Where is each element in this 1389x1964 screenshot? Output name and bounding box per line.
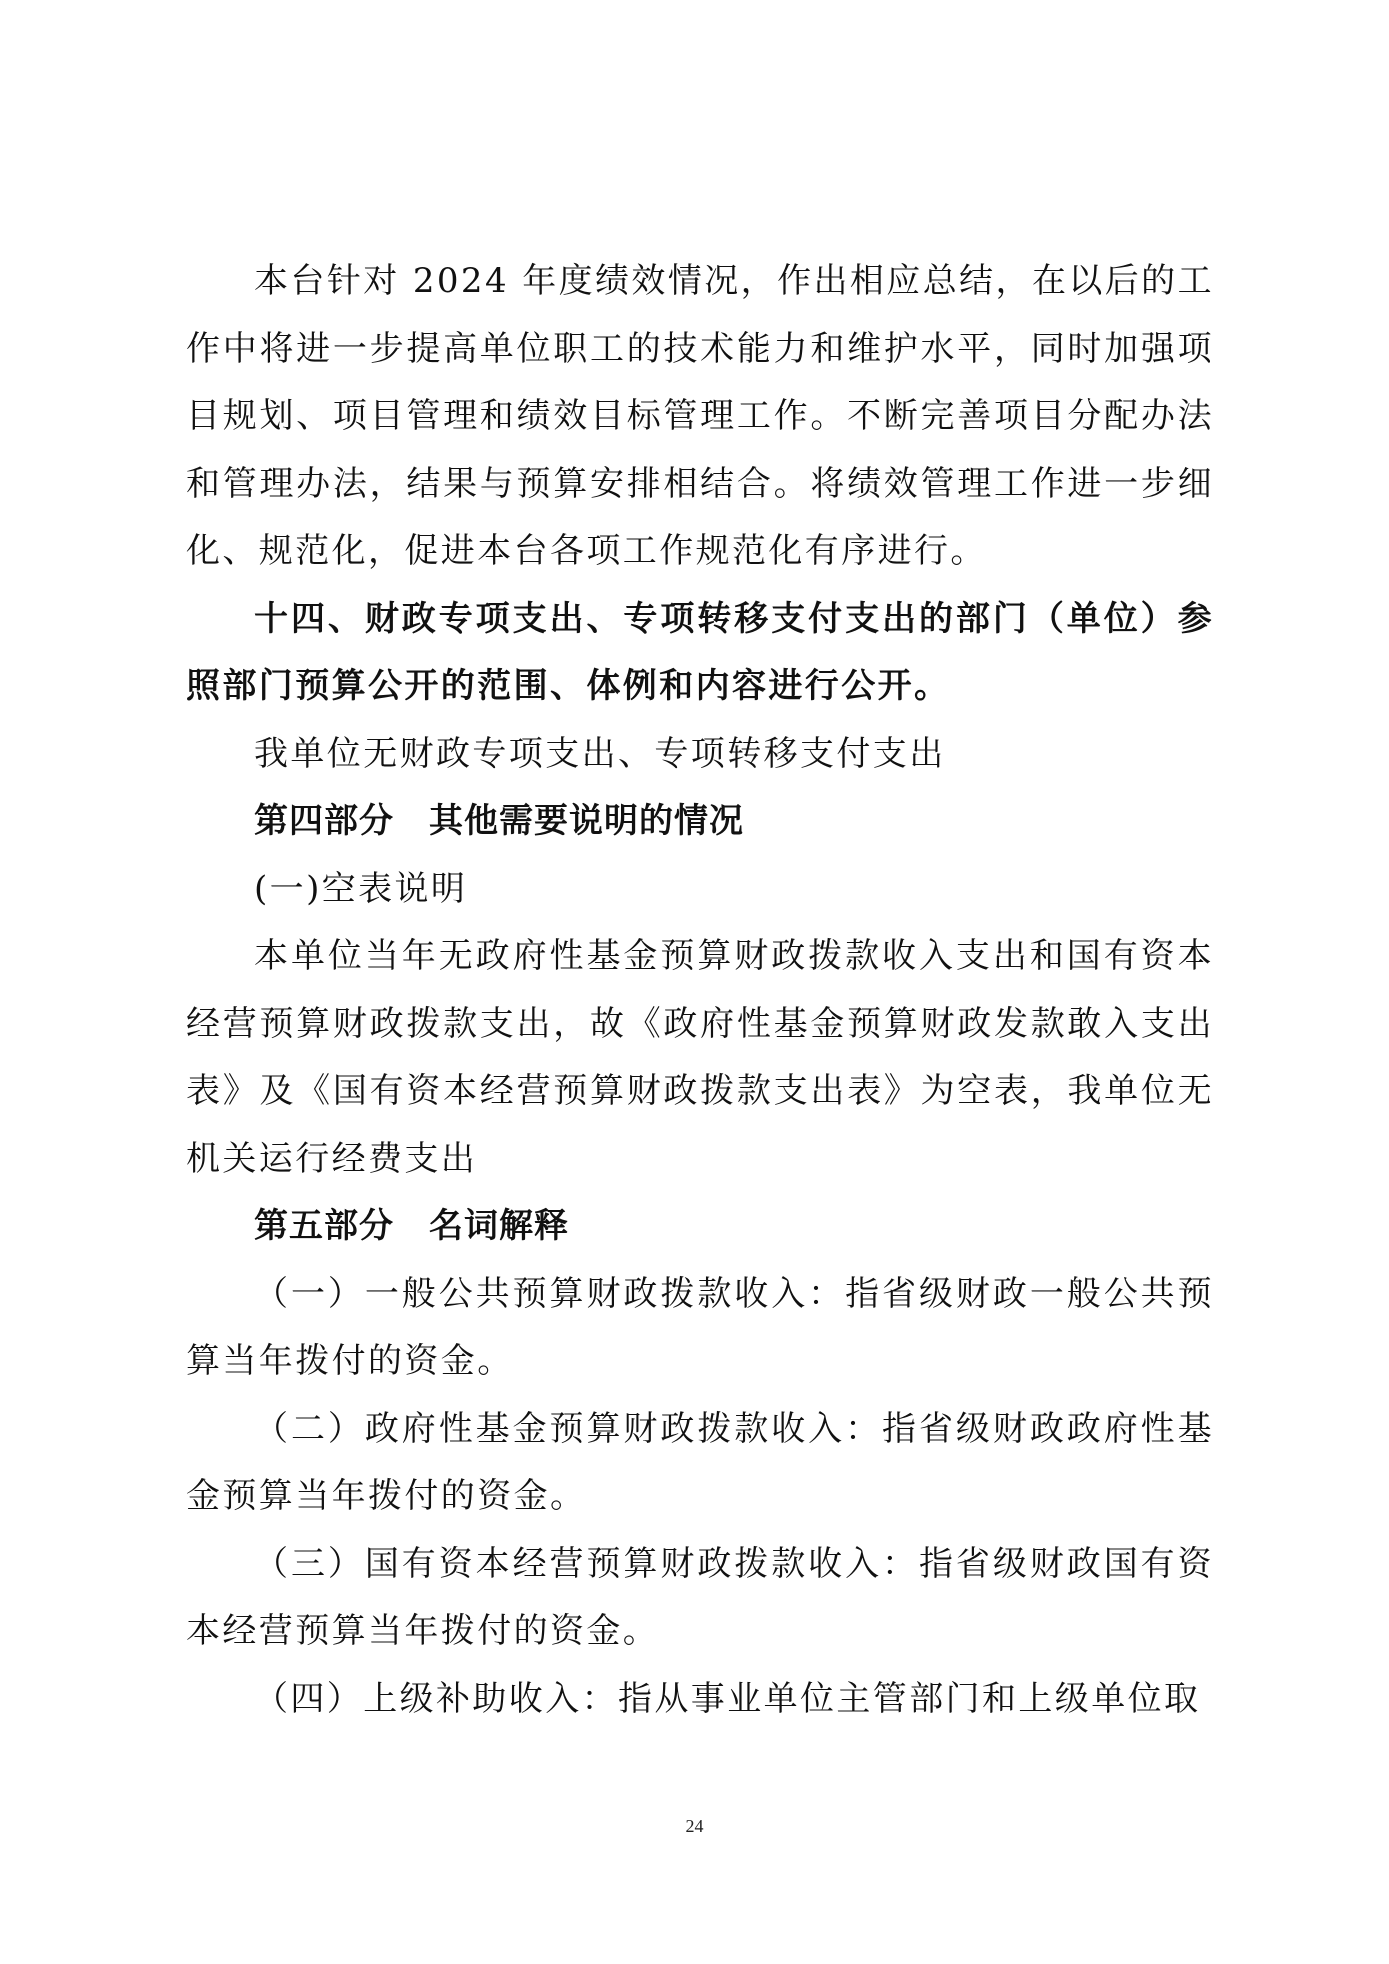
summary-paragraph: 本台针对 2024 年度绩效情况，作出相应总结，在以后的工作中将进一步提高单位职工的技术能力和维护水平，同时加强项目规划、项目管理和绩效目标管理工作。不断完善项目分配办法和管理办法，结果与预算安排相结合。将绩效管理工作进一步细化、规范化，促进本台各项工作规范化有序进行。 — [186, 261, 1214, 571]
empty-table-explanation-paragraph: 本单位当年无政府性基金预算财政拨款收入支出和国有资本经营预算财政拨款支出，故《政府性基金预算财政发款敢入支出表》及《国有资本经营预算财政拨款支出表》为空表，我单位无机关运行经费支出 — [186, 936, 1214, 1179]
term-government-fund-paragraph: （二）政府性基金预算财政拨款收入：指省级财政政府性基金预算当年拨付的资金。 — [186, 1408, 1214, 1516]
empty-table-subheading: (一)空表说明 — [254, 868, 468, 909]
term-state-capital-paragraph: （三）国有资本经营预算财政拨款收入：指省级财政国有资本经营预算当年拨付的资金。 — [186, 1543, 1214, 1651]
term-superior-subsidy-paragraph: （四）上级补助收入：指从事业单位主管部门和上级单位取 — [254, 1678, 1201, 1719]
page-body — [186, 248, 1214, 1733]
no-special-expenditure-paragraph: 我单位无财政专项支出、专项转移支付支出 — [254, 733, 946, 774]
part-five-heading: 第五部分 名词解释 — [254, 1206, 569, 1246]
part-four-heading: 第四部分 其他需要说明的情况 — [254, 801, 744, 841]
page-number: 24 — [685, 1816, 704, 1836]
section-fourteen-heading: 十四、财政专项支出、专项转移支付支出的部门（单位）参照部门预算公开的范围、体例和内容进行公开。 — [186, 598, 1214, 706]
term-general-budget-paragraph: （一）一般公共预算财政拨款收入：指省级财政一般公共预算当年拨付的资金。 — [186, 1273, 1214, 1381]
